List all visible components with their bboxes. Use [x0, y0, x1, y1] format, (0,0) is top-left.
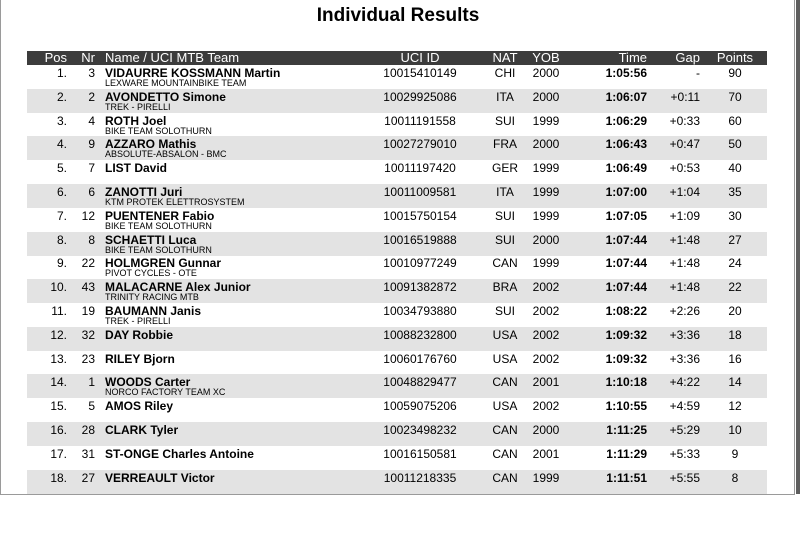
cell-time: 1:11:25 [606, 423, 647, 437]
cell-time: 1:11:29 [606, 446, 647, 461]
cell-name: ST-ONGE Charles Antoine [105, 446, 254, 461]
cell-team: TRINITY RACING MTB [105, 292, 199, 303]
cell-name: AZZARO Mathis [105, 137, 197, 152]
cell-nat: CAN [492, 375, 518, 390]
cell-nat: FRA [493, 137, 517, 152]
cell-team: PIVOT CYCLES - OTE [105, 268, 197, 279]
cell-nr: 43 [81, 280, 95, 295]
cell-nat: GER [491, 161, 518, 176]
cell-nr: 32 [81, 327, 95, 342]
cell-yob: 1999 [532, 208, 560, 223]
cell-yob: 1999 [532, 113, 560, 128]
cell-nat: USA [492, 351, 518, 366]
cell-time: 1:06:07 [605, 89, 647, 104]
cell-nr: 6 [88, 185, 95, 199]
cell-gap: +5:29 [669, 423, 700, 437]
cell-nr: 4 [88, 113, 95, 128]
cell-points: 60 [728, 113, 742, 128]
cell-points: 9 [731, 446, 739, 461]
cell-team: ABSOLUTE-ABSALON - BMC [105, 149, 227, 160]
cell-pos: 12. [50, 327, 67, 342]
cell-nat: SUI [494, 304, 515, 318]
cell-gap: +1:48 [669, 232, 700, 247]
cell-time: 1:09:32 [605, 327, 647, 342]
left-edge [0, 0, 1, 494]
cell-name: HOLMGREN Gunnar [105, 256, 221, 271]
cell-nr: 5 [88, 399, 95, 414]
cell-uci: 10016150581 [383, 446, 457, 461]
cell-points: 10 [728, 423, 742, 437]
cell-team: BIKE TEAM SOLOTHURN [105, 244, 212, 255]
cell-gap: +0:53 [669, 161, 700, 176]
cell-nr: 3 [88, 66, 95, 80]
cell-team: TREK - PIRELLI [105, 316, 171, 326]
cell-points: 40 [728, 161, 742, 176]
cell-yob: 2000 [532, 232, 560, 247]
cell-name: AVONDETTO Simone [105, 89, 226, 104]
cell-time: 1:07:44 [605, 256, 647, 271]
cell-name: PUENTENER Fabio [105, 208, 215, 223]
cell-pos: 9. [56, 256, 67, 271]
cell-pos: 1. [56, 66, 67, 80]
cell-nat: CAN [492, 256, 518, 271]
cell-gap: +0:11 [670, 89, 700, 104]
table-row [27, 89, 767, 113]
header-gap: Gap [675, 50, 700, 65]
cell-name: RILEY Bjorn [105, 351, 175, 366]
cell-points: 14 [728, 375, 742, 390]
cell-pos: 3. [56, 113, 67, 128]
table-row [27, 255, 767, 279]
cell-uci: 10023498232 [383, 423, 457, 437]
cell-pos: 17. [50, 446, 67, 461]
cell-gap: +4:59 [669, 399, 700, 414]
header-pos: Pos [44, 50, 67, 65]
cell-uci: 10011197420 [384, 161, 456, 176]
cell-nr: 31 [81, 446, 95, 461]
cell-name: AMOS Riley [105, 399, 174, 414]
cell-gap: +3:36 [669, 351, 700, 366]
cell-yob: 2000 [532, 423, 560, 437]
cell-gap: +1:48 [669, 280, 700, 295]
cell-time: 1:05:56 [605, 66, 647, 80]
header-name: Name / UCI MTB Team [105, 50, 240, 65]
cell-team: LEXWARE MOUNTAINBIKE TEAM [105, 78, 247, 88]
cell-pos: 2. [56, 89, 67, 104]
cell-uci: 10048829477 [383, 375, 457, 390]
cell-yob: 1999 [532, 161, 560, 176]
cell-uci: 10010977249 [383, 256, 457, 271]
cell-nat: ITA [496, 89, 514, 104]
cell-pos: 10. [50, 280, 67, 295]
cell-gap: +1:09 [669, 208, 700, 223]
cell-time: 1:06:43 [605, 137, 647, 152]
cell-pos: 18. [50, 470, 67, 485]
cell-yob: 1999 [532, 470, 560, 485]
cell-nr: 7 [88, 161, 95, 176]
cell-uci: 10029925086 [383, 89, 457, 104]
cell-time: 1:06:29 [605, 113, 647, 128]
cell-team: BIKE TEAM SOLOTHURN [105, 125, 212, 136]
cell-pos: 7. [56, 208, 67, 223]
cell-name: MALACARNE Alex Junior [105, 280, 251, 295]
cell-nr: 12 [81, 208, 95, 223]
cell-nat: BRA [492, 280, 518, 295]
table-row [27, 160, 767, 184]
cell-uci: 10059075206 [383, 399, 457, 414]
cell-uci: 10088232800 [383, 327, 457, 342]
table-row [27, 136, 767, 160]
cell-gap: +0:47 [669, 137, 700, 152]
cell-nr: 2 [88, 89, 95, 104]
cell-uci: 10091382872 [383, 280, 457, 295]
cell-nat: USA [492, 399, 518, 414]
cell-name: ROTH Joel [105, 113, 167, 128]
cell-nr: 19 [81, 304, 95, 318]
cell-yob: 2002 [532, 304, 560, 318]
cell-uci: 10015410149 [383, 66, 457, 80]
cell-name: DAY Robbie [105, 327, 174, 342]
cell-gap: +5:33 [669, 446, 700, 461]
cell-points: 12 [728, 399, 742, 414]
header-nat: NAT [492, 50, 518, 65]
cell-yob: 2002 [532, 327, 560, 342]
cell-nr: 28 [81, 423, 95, 437]
cell-name: ZANOTTI Juri [105, 185, 183, 199]
table-row [27, 422, 767, 446]
cell-uci: 10011009581 [383, 185, 457, 199]
cell-nat: CAN [492, 446, 518, 461]
cell-uci: 10015750154 [383, 208, 457, 223]
cell-points: 8 [731, 470, 739, 485]
cell-uci: 10016519888 [383, 232, 457, 247]
table-row [27, 232, 767, 256]
cell-nr: 9 [88, 137, 95, 152]
cell-gap: +5:55 [669, 470, 700, 485]
cell-time: 1:09:32 [605, 351, 647, 366]
cell-nat: SUI [494, 113, 515, 128]
table-row [27, 470, 767, 494]
cell-yob: 2000 [532, 66, 560, 80]
right-edge [796, 0, 800, 494]
cell-time: 1:07:00 [605, 185, 647, 199]
cell-time: 1:07:44 [605, 280, 647, 295]
cell-points: 22 [728, 280, 742, 295]
cell-nat: USA [492, 327, 518, 342]
cell-pos: 4. [56, 137, 67, 152]
cell-nr: 1 [88, 375, 95, 390]
header-uci: UCI ID [400, 50, 440, 65]
header-time: Time [618, 50, 647, 65]
cell-yob: 2001 [532, 375, 560, 390]
cell-uci: 10034793880 [383, 304, 457, 318]
table-row [27, 351, 767, 375]
table-row [27, 208, 767, 232]
header-nr: Nr [81, 50, 95, 65]
cell-pos: 6. [56, 185, 67, 199]
cell-team: KTM PROTEK ELETTROSYSTEM [105, 197, 245, 207]
table-header [27, 51, 767, 65]
cell-nr: 22 [81, 256, 95, 271]
cell-nat: CAN [492, 423, 518, 437]
cell-name: SCHAETTI Luca [105, 232, 197, 247]
cell-nr: 8 [88, 232, 95, 247]
cell-name: VIDAURRE KOSSMANN Martin [105, 66, 281, 80]
cell-points: 16 [728, 351, 742, 366]
header-yob: YOB [532, 50, 560, 65]
cell-name: VERREAULT Victor [105, 470, 215, 485]
cell-uci: 10060176760 [383, 351, 457, 366]
cell-uci: 10027279010 [383, 137, 457, 152]
cell-name: BAUMANN Janis [105, 304, 202, 318]
table-row [27, 327, 767, 351]
cell-name: CLARK Tyler [105, 423, 179, 437]
cell-nat: SUI [494, 232, 515, 247]
page-title: Individual Results [316, 5, 480, 26]
cell-pos: 13. [50, 351, 67, 366]
cell-points: 70 [728, 89, 742, 104]
cell-uci: 10011191558 [384, 113, 456, 128]
cell-points: 24 [728, 256, 742, 271]
cell-gap: +0:33 [669, 113, 700, 128]
cell-points: 18 [728, 327, 742, 342]
cell-time: 1:07:44 [605, 232, 647, 247]
cell-gap: - [696, 66, 700, 80]
cell-time: 1:11:51 [606, 470, 647, 485]
cell-yob: 2000 [532, 137, 560, 152]
cell-team: NORCO FACTORY TEAM XC [105, 387, 226, 398]
cell-uci: 10011218335 [383, 470, 457, 485]
cell-points: 50 [728, 137, 742, 152]
cell-time: 1:06:49 [605, 161, 647, 176]
cell-pos: 16. [50, 423, 67, 437]
header-points: Points [716, 50, 754, 65]
cell-yob: 2000 [532, 89, 560, 104]
table-row [27, 374, 767, 398]
cell-pos: 11. [51, 304, 67, 318]
cell-yob: 1999 [532, 256, 560, 271]
cell-pos: 15. [50, 399, 67, 414]
table-row [27, 113, 767, 137]
table-row [27, 398, 767, 422]
table-row [27, 184, 767, 208]
cell-yob: 1999 [532, 185, 560, 199]
cell-points: 20 [728, 304, 742, 318]
cell-team: TREK - PIRELLI [105, 101, 171, 112]
cell-name: LIST David [105, 161, 168, 176]
cell-yob: 2002 [532, 399, 560, 414]
table-row [27, 279, 767, 303]
cell-nr: 27 [81, 470, 95, 485]
table-row [27, 303, 767, 327]
cell-nat: CAN [492, 470, 518, 485]
table-row [27, 446, 767, 470]
cell-time: 1:10:55 [605, 399, 647, 414]
cell-nat: SUI [494, 208, 515, 223]
cell-nat: CHI [494, 66, 516, 80]
cell-pos: 5. [56, 161, 67, 176]
cell-pos: 8. [56, 232, 67, 247]
cell-name: WOODS Carter [105, 375, 191, 390]
cell-gap: +2:26 [669, 304, 700, 318]
cell-gap: +1:48 [669, 256, 700, 271]
cell-points: 30 [728, 208, 742, 223]
cell-points: 35 [728, 185, 742, 199]
cell-time: 1:07:05 [605, 208, 647, 223]
cell-yob: 2002 [532, 280, 560, 295]
cell-nat: ITA [496, 185, 514, 199]
cell-points: 27 [728, 232, 742, 247]
cell-nr: 23 [81, 351, 95, 366]
cell-time: 1:10:18 [605, 375, 647, 390]
cell-yob: 2002 [532, 351, 560, 366]
cell-gap: +1:04 [669, 185, 700, 199]
table-row [27, 65, 767, 89]
cell-time: 1:08:22 [605, 304, 647, 318]
cell-pos: 14. [50, 375, 67, 390]
cell-points: 90 [728, 66, 742, 80]
cell-gap: +3:36 [669, 327, 700, 342]
cell-gap: +4:22 [669, 375, 700, 390]
cell-yob: 2001 [532, 446, 560, 461]
cell-team: BIKE TEAM SOLOTHURN [105, 220, 212, 231]
